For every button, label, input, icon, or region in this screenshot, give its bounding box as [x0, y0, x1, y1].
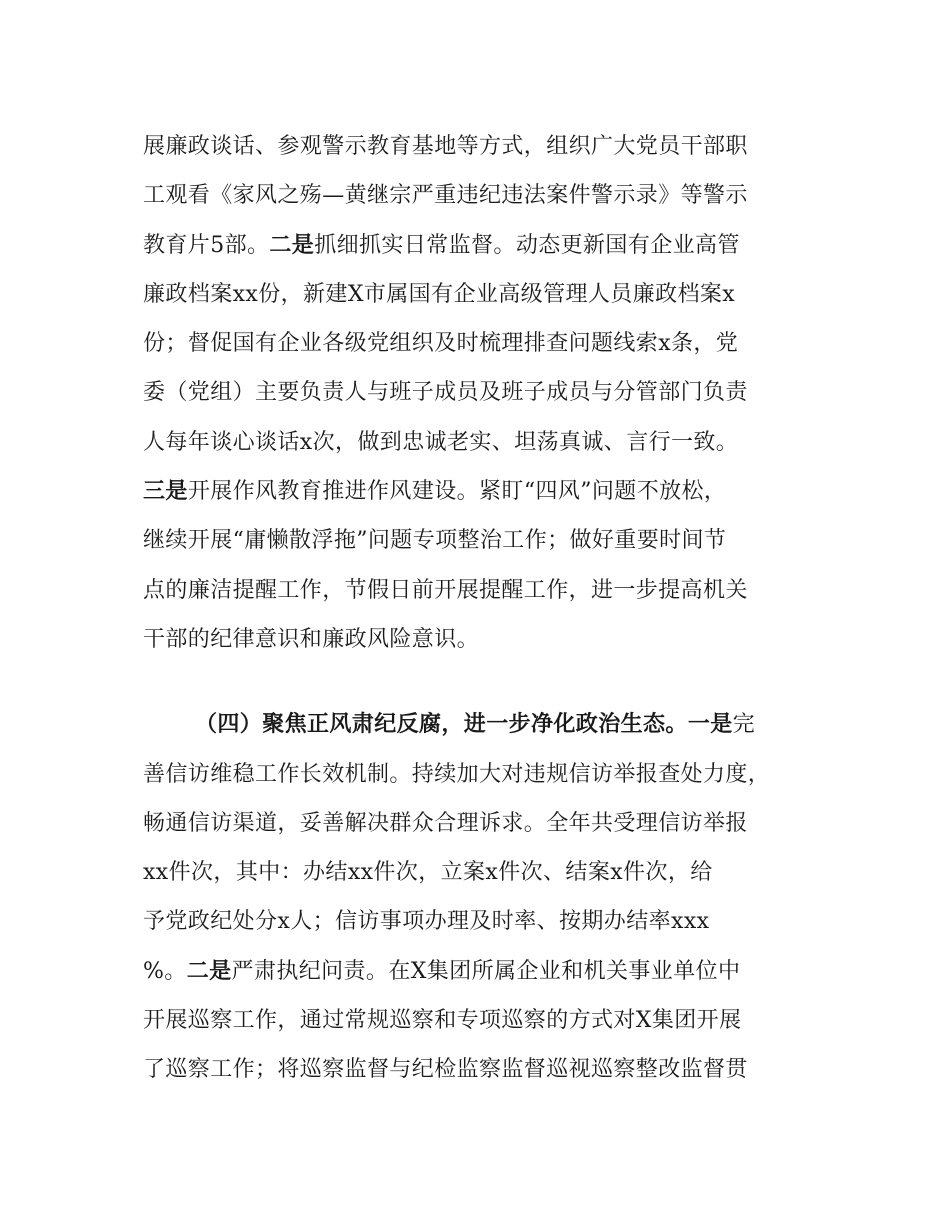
- text-line: [143, 270, 833, 319]
- text-line: [143, 319, 833, 368]
- text-line: [143, 171, 833, 220]
- text-run: 了巡察工作；将巡察监督与纪检监察监督巡视巡察整改监督贯: [143, 1057, 748, 1083]
- text-run: 畅通信访渠道，妥善解决群众合理诉求。全年共受理信访举报: [143, 810, 748, 836]
- text-run: 干部的纪律意识和廉政风险意识。: [143, 626, 480, 652]
- section-heading-line: [143, 700, 833, 749]
- text-run: 展廉政谈话、参观警示教育基地等方式，组织广大党员干部职: [143, 134, 748, 159]
- text-run: 开展巡察工作，通过常规巡察和专项巡察的方式对X集团开展: [143, 1008, 742, 1034]
- bold-marker: 三是: [143, 479, 188, 505]
- text-run: 予党政纪处分x人；信访事项办理及时率、按期办结率xxx: [143, 909, 710, 935]
- bold-marker: 二是: [269, 232, 315, 258]
- text-run: 继续开展“庸懒散浮拖”问题专项整治工作；做好重要时间节: [143, 528, 727, 554]
- text-run: 开展作风教育推进作风建设。紧盯“四风”问题不放松，: [187, 479, 727, 505]
- text-line: [143, 467, 833, 516]
- text-line: [143, 418, 833, 467]
- text-line: [143, 750, 833, 799]
- text-run: 教育片5部。: [143, 232, 270, 258]
- text-run: xx件次，其中：办结xx件次，立案x件次、结案x件次，给: [143, 860, 713, 886]
- text-line: [143, 516, 833, 565]
- bold-marker: 一是: [687, 712, 733, 738]
- bold-marker: 二是: [186, 958, 232, 984]
- text-line: [143, 615, 833, 664]
- text-run: 善信访维稳工作长效机制。持续加大对违规信访举报查处力度，: [143, 761, 771, 787]
- document-body: [143, 122, 833, 1095]
- text-run: 工观看《家风之殇—黄继宗严重违纪违法案件警示录》等警示: [143, 183, 748, 209]
- text-run: %。: [143, 958, 187, 984]
- text-line: [143, 1045, 833, 1094]
- text-run: 廉政档案xx份，新建X市属国有企业高级管理人员廉政档案x: [143, 281, 736, 307]
- text-line: [143, 122, 833, 171]
- text-run: 完: [732, 712, 756, 738]
- text-line: [143, 799, 833, 848]
- text-line: [143, 368, 833, 417]
- text-run: 人每年谈心谈话x次，做到忠诚老实、坦荡真诚、言行一致。: [143, 429, 739, 455]
- text-line: [143, 566, 833, 615]
- text-run: 份；督促国有企业各级党组织及时梳理排查问题线索x条，党: [143, 331, 739, 357]
- text-line: [143, 897, 833, 946]
- text-line: [143, 221, 833, 270]
- paragraph-spacer: [143, 664, 833, 700]
- text-line: [143, 848, 833, 897]
- text-run: 严肃执纪问责。在X集团所属企业和机关事业单位中: [231, 958, 741, 984]
- text-line: [143, 996, 833, 1045]
- text-run: 点的廉洁提醒工作，节假日前开展提醒工作，进一步提高机关: [143, 577, 748, 603]
- section-heading: （四）聚焦正风肃纪反腐，进一步净化政治生态。: [195, 712, 688, 738]
- text-run: 抓细抓实日常监督。动态更新国有企业高管: [314, 232, 740, 258]
- text-line: [143, 947, 833, 996]
- text-run: 委（党组）主要负责人与班子成员及班子成员与分管部门负责: [143, 380, 748, 406]
